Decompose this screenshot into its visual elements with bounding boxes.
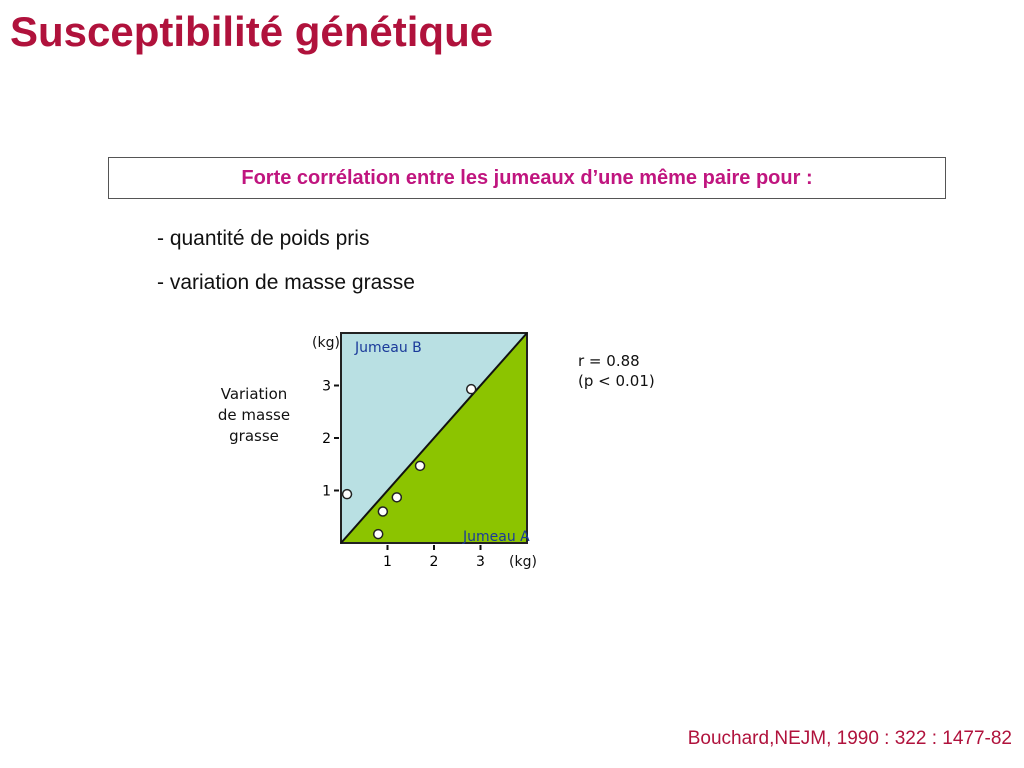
region-label-jumeau-b: Jumeau B <box>355 340 422 356</box>
data-point <box>467 385 476 394</box>
x-tick-label: 1 <box>383 554 392 570</box>
correlation-coefficient: r = 0.88 <box>578 352 640 370</box>
data-point <box>378 507 387 516</box>
y-axis-label: Variation de masse grasse <box>217 385 291 445</box>
y-tick-label: 2 <box>322 431 331 447</box>
slide-title: Susceptibilité génétique <box>10 8 494 55</box>
correlation-banner: Forte corrélation entre les jumeaux d’une même paire pour : <box>108 157 946 199</box>
bullet-weight-gain: - quantité de poids pris <box>157 227 370 250</box>
y-tick-label: 3 <box>322 378 331 395</box>
x-unit-label: (kg) <box>509 554 537 570</box>
bullet-fat-mass: - variation de masse grasse <box>157 271 415 294</box>
data-point <box>392 493 401 502</box>
citation: Bouchard,NEJM, 1990 : 322 : 1477-82 <box>687 728 1012 749</box>
data-point <box>416 461 425 470</box>
x-tick-label: 2 <box>429 554 439 570</box>
region-label-jumeau-a: Jumeau A <box>463 529 530 545</box>
p-value: (p < 0.01) <box>578 372 655 390</box>
x-tick-label: 3 <box>476 554 485 570</box>
data-point <box>374 530 383 539</box>
y-unit-label: (kg) <box>312 335 340 351</box>
data-point <box>343 490 352 499</box>
y-tick-label: 1 <box>322 483 331 500</box>
